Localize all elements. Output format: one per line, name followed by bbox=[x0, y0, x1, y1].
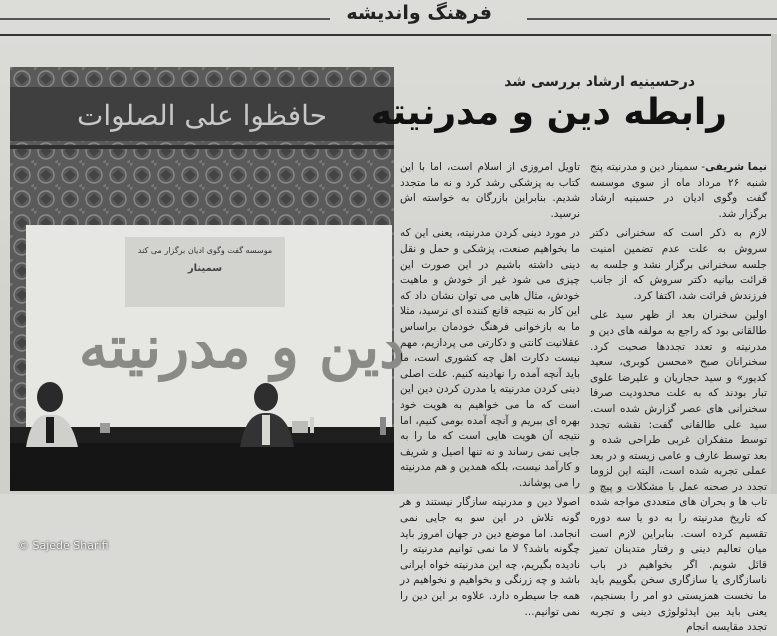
photo-credit: © Sajede Sharifi bbox=[18, 539, 109, 552]
article-column-right bbox=[590, 160, 767, 634]
section-header bbox=[0, 0, 777, 36]
article-kicker: درحسینیه ارشاد بررسی شد bbox=[504, 74, 695, 90]
section-title: فرهنگ واندیشه bbox=[346, 2, 492, 24]
article-column-middle bbox=[400, 160, 580, 618]
paragraph: اولین سخنران بعد از ظهر سید علی طالقانی بود که راجع به مولفه های دین و مدرنیته و تعدد تجددها صحبت کرد. سخنرانان صبح «محسن کوبری، سعید کدیور» و سید حجاریان و علیرضا علوی تبار بودند که به علت محدودیت صرفا سخنرانی های عصر گزارش شده است. سید علی طالقانی گفت: نقشه تجدد توسط متفکران غربی طراحی شده و بعد توسط عارف و عامی زیسته و در بعد عملی تجربه شده است، البته این لزوما تجدد در صحنه عمل با مشکلات و پیچ و تاب ها و بحران های متعددی مواجه شده که تاریخ مدرنیته را به دو یا سه دوره تقسیم کرده است. بنابراین لازم است میان تعالیم دینی و رفتار متدینان تمیز قائل شویم. اگر بخواهیم در باب ناسازگاری یا سازگاری سخن بگوییم باید ما نخست همزیستی دو امر را بسنجیم، یعنی باید بین ایدئولوژی دینی و تجربه تجدد مقایسه انجام bbox=[590, 309, 767, 634]
paragraph: اصولا دین و مدرنیته سازگار نیستند و هر گونه تلاش در این سو به جایی نمی انجامد. اما موضع دین در جهان امروز باید چگونه باشد؟ لا ما نمی توانیم مدرنیته را نادیده بگیریم، چه این مدرنیته خواه ایرانی باشد و چه زرنگی و بخواهیم و نخواهیم در همه جا سیطره دارد. علاوه بر این دین را نمی توانیم... bbox=[400, 496, 580, 618]
paragraph: در مورد دینی کردن مدرنیته، یعنی این که ما بخواهیم صنعت، پزشکی و حمل و نقل دینی داشته باشیم در این صورت این چیزی می شود غیر از خودش و ماهیت خودش، مثال هایی می توان نشان داد که این کار به نتیجه قانع کننده ای نرسید، مثلا ما به بازخوانی فرهنگ خودمان براساس عقلانیت کانتی و دکارتی می پردازیم، مهم نیست دکارت اهل چه کشوری است، ما باید آنچه آمده را نهادینه کنیم. علت اصلی دینی کردن مدرنیته یا مدرن کردن دین این است که ما می خواهیم به هویت خود بهره ای ببریم و آنچه آمده بومی کنیم، اما نتیجه آن هویت هایی است که ما را به جایی نمی رساند و نه تنها اصیل و شریف و کارآمد نیست، بلکه همدین و هم مدرنیته را می پوشاند. bbox=[400, 227, 580, 489]
header-rule-right bbox=[527, 18, 777, 20]
article-author: نیما شریفی bbox=[705, 161, 767, 173]
calligraphy-inscription: حافظوا علی الصلوات bbox=[76, 99, 328, 132]
banner-tag: سمینار bbox=[187, 263, 223, 274]
banner-subtitle: موسسه گفت وگوی ادیان برگزار می کند bbox=[137, 246, 273, 255]
paragraph-lead: نیما شریفی- سمینار دین و مدرنیته پنج شنبه ۲۶ مرداد ماه از سوی موسسه گفت وگوی ادیان در حسینیه ارشاد برگزار شد. bbox=[590, 161, 767, 220]
paragraph: لازم به ذکر است که سخنرانی دکتر سروش به علت عدم تضمین امنیت جلسه سخنرانی برگزار نشد و جلسه به قرائت بیانیه دکتر سروش که از جانب فرزندش قرائت شد، اکتفا کرد. bbox=[590, 227, 767, 302]
page-edge bbox=[771, 34, 777, 494]
header-rule-left bbox=[0, 18, 330, 20]
banner-title: دین و مدرنیته bbox=[78, 313, 406, 381]
article-headline: رابطه دین و مدرنیته bbox=[370, 92, 727, 133]
article-photo bbox=[10, 67, 406, 552]
paragraph: تاویل امروزی از اسلام است، اما با این کتاب به پزشکی رشد کرد و نه ما متجدد شدیم. بنابراین بازرگان به خواسته اش نرسید. bbox=[400, 161, 580, 220]
